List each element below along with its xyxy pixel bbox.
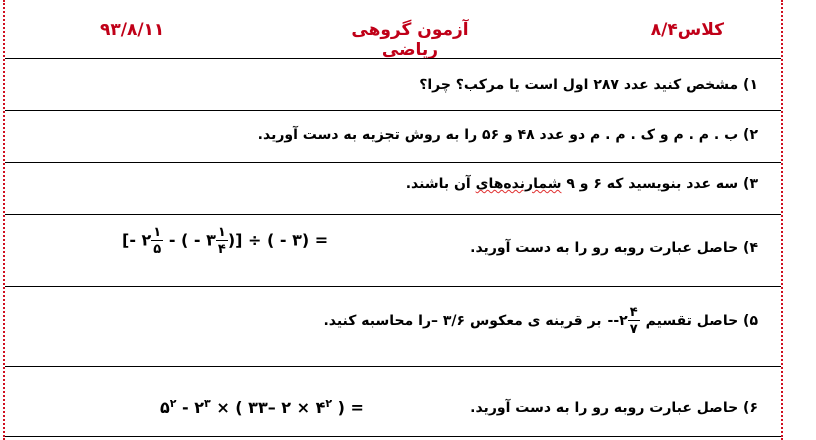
divider-1 [5,58,781,59]
divider-3 [5,162,781,163]
q6-base-3: ۴ [315,398,326,417]
question-1: ۱) مشخص کنید عدد ۲۸۷ اول است یا مرکب؟ چرا؟ [419,77,758,93]
q4-frac2-den: ۴ [217,242,226,257]
question-6-expression [160,398,364,417]
q6-close: ) = [332,398,364,417]
question-3-part-b: آن باشند. [405,176,476,192]
divider-5 [5,286,781,287]
q4-frac1-den: ۵ [153,242,162,257]
q6-base-2: ۲ [194,398,205,417]
q6-exp-2: ۳ [204,397,211,410]
divider-2 [5,110,781,111]
question-6: ۶) حاصل عبارت روبه رو را به دست آورید. [470,400,758,416]
page-border-left [3,0,5,440]
q5-frac-den: ۷ [629,322,638,337]
q5-suffix: - [607,313,614,329]
divider-7 [5,436,781,437]
question-3 [406,176,758,192]
exam-date: ۹۳/۸/۱۱ [100,20,165,40]
q6-base-1: ۵ [160,398,170,417]
divider-4 [5,214,781,215]
question-4-expression [122,226,328,256]
q5-prefix: -۲ [613,313,628,329]
q5-frac-num: ۴ [629,305,638,320]
q6-op-2: × ( ۳۳– ۲ × [210,398,316,417]
q6-exp-3: ۲ [325,397,333,410]
question-4: ۴) حاصل عبارت روبه رو را به دست آورید. [470,240,758,256]
page-border-right [781,0,783,440]
exam-title: آزمون گروهی ریاضی [351,20,469,60]
question-5 [323,306,758,336]
divider-6 [5,366,781,367]
q4-frac1-num: ۱ [153,225,162,240]
q4-fraction-2 [216,226,228,256]
q4-fraction-1 [151,226,163,256]
q4-middle: - ( - ۳ [168,230,216,250]
question-5-expression [608,306,640,336]
q6-exp-1: ۲ [169,397,177,410]
question-5-part-b: بر قرینه ی معکوس ۳/۶ –را محاسبه کنید. [323,313,602,329]
q6-op-1: - [176,398,195,417]
class-label: کلاس۸/۴ [650,20,724,40]
question-5-part-a: ۵) حاصل تقسیم [645,313,758,329]
q4-close: )] ÷ ( - ۳) = [227,230,329,250]
question-3-spellcheck-word: شمارنده‌های [475,176,562,192]
q4-frac2-num: ۱ [217,225,226,240]
q4-open: [- ۲ [122,230,152,250]
question-3-part-a: ۳) سه عدد بنویسید که ۶ و ۹ [561,176,758,192]
q5-fraction [628,306,640,336]
question-2: ۲) ب . م . م و ک . م . م دو عدد ۴۸ و ۵۶ را به روش تجزیه به دست آورید. [257,127,758,143]
